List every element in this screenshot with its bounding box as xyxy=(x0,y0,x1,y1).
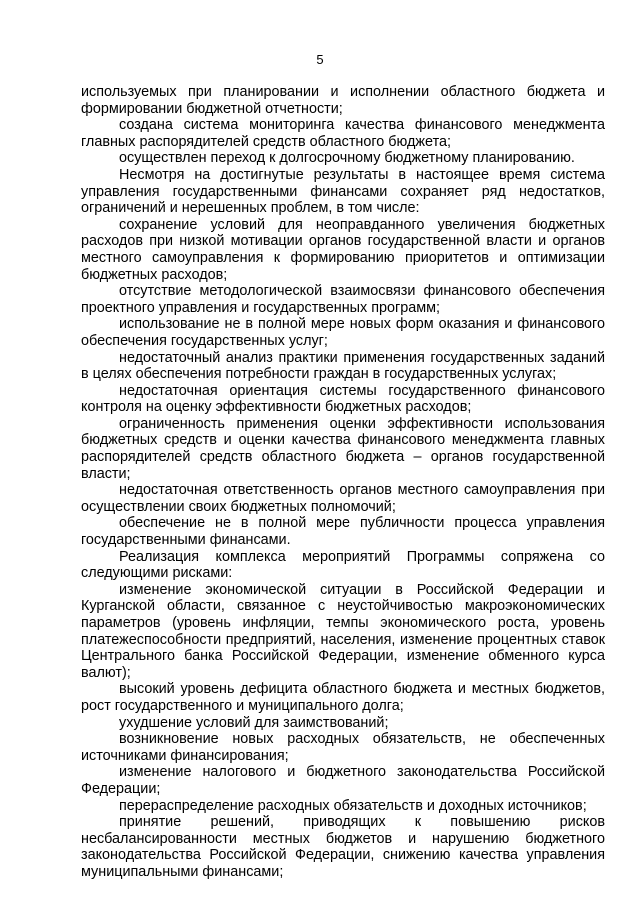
paragraph: недостаточная ориентация системы государственного финансового контроля на оценку эффективности бюджетных расходов; xyxy=(81,382,605,416)
paragraph: возникновение новых расходных обязательств, не обеспеченных источниками финансирования; xyxy=(81,731,605,764)
paragraph: ухудшение условий для заимствований; xyxy=(119,714,389,731)
paragraph: отсутствие методологической взаимосвязи финансового обеспечения проектного управления и государственных программ; xyxy=(81,283,605,316)
paragraph: Несмотря на достигнутые результаты в настоящее время система управления государственными финансами сохраняет ряд недостатков, ограничений и нерешенных проблем, в том числе: xyxy=(81,166,605,217)
paragraph: ограниченность применения оценки эффективности использования бюджетных средств и оценки качества финансового менеджмента главных распорядителей средств областного бюджета – органов государственной власти; xyxy=(81,415,605,482)
paragraph: сохранение условий для неоправданного увеличения бюджетных расходов при низкой мотивации органов государственной власти и органов местного самоуправления к формированию приоритетов и оптимизации бюджетных расходов; xyxy=(81,216,605,283)
document-body xyxy=(81,84,605,881)
paragraph: осуществлен переход к долгосрочному бюджетному планированию. xyxy=(119,150,575,167)
paragraph: использование не в полной мере новых форм оказания и финансового обеспечения государственных услуг; xyxy=(81,316,605,349)
paragraph: обеспечение не в полной мере публичности процесса управления государственными финансами. xyxy=(81,515,605,549)
paragraph: принятие решений, приводящих к повышению рисков несбалансированности местных бюджетов и нарушению бюджетного законодательства Российской Федерации, снижению качества управления муниципальными финансами; xyxy=(81,814,605,880)
paragraph: изменение налогового и бюджетного законодательства Российской Федерации; xyxy=(81,764,605,797)
paragraph: изменение экономической ситуации в Российской Федерации и Курганской области, связанное с неустойчивостью макроэкономических параметров (уровень инфляции, темпы экономического роста, уровень платежеспособности предприятий, населения, изменение процентных ставок Центрального банка Российской Федерации, изменение обменного курса валют); xyxy=(81,581,605,681)
paragraph: Реализация комплекса мероприятий Программы сопряжена со следующими рисками: xyxy=(81,548,605,582)
paragraph: высокий уровень дефицита областного бюджета и местных бюджетов, рост государственного и муниципального долга; xyxy=(81,681,605,714)
paragraph: перераспределение расходных обязательств и доходных источников; xyxy=(119,797,587,814)
paragraph: создана система мониторинга качества финансового менеджмента главных распорядителей средств областного бюджета; xyxy=(81,117,605,150)
paragraph: недостаточная ответственность органов местного самоуправления при осуществлении своих бюджетных полномочий; xyxy=(81,482,605,515)
paragraph: используемых при планировании и исполнении областного бюджета и формировании бюджетной отчетности; xyxy=(81,84,605,117)
page-number: 5 xyxy=(316,52,324,67)
paragraph: недостаточный анализ практики применения государственных заданий в целях обеспечения потребности граждан в государственных услугах; xyxy=(81,349,605,383)
